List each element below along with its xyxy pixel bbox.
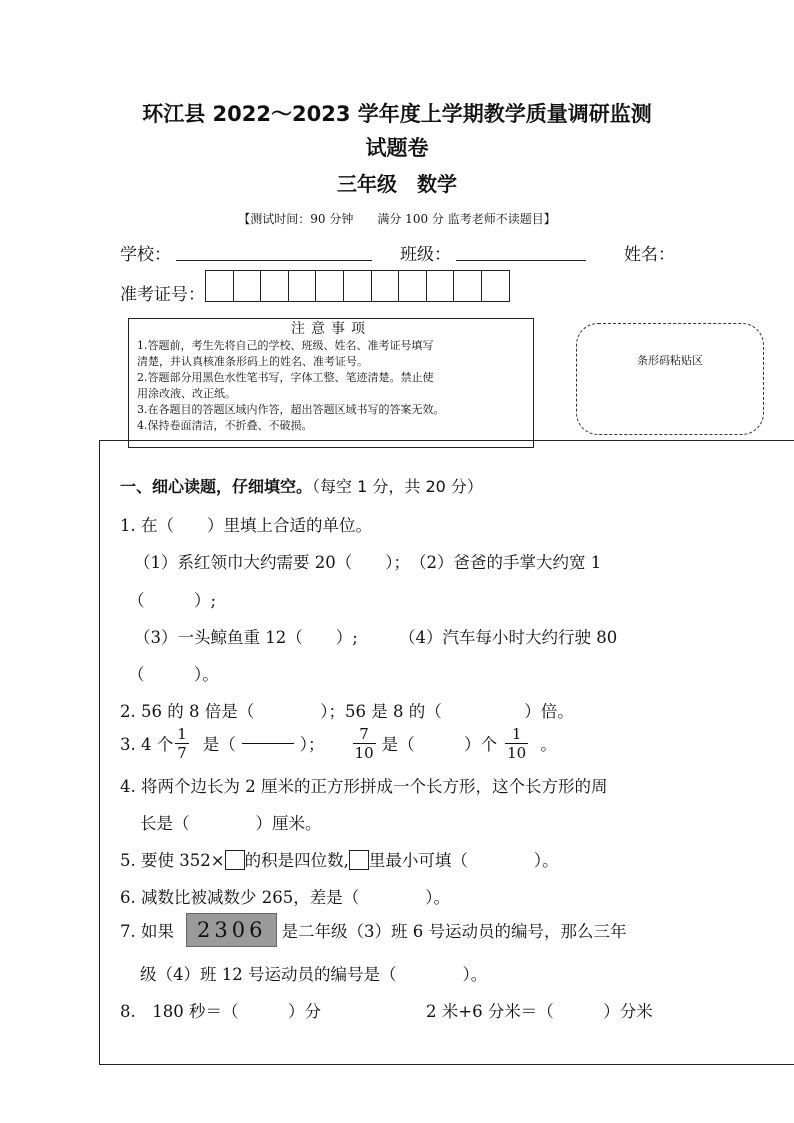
exam-number-cell[interactable] [260, 270, 289, 302]
school-field[interactable] [176, 259, 372, 261]
q7-text: 是二年级（3）班 6 号运动员的编号，那么三年 [281, 922, 627, 941]
q3-end: 。 [540, 735, 557, 754]
notice-box [128, 318, 534, 448]
q5-prefix: 5. 要使 352× [120, 851, 225, 870]
fraction-numerator: 1 [177, 724, 187, 743]
exam-number-cell[interactable] [315, 270, 344, 302]
fraction-7-10 [353, 725, 376, 762]
question-4-line-2: 长是（ ）厘米。 [140, 814, 322, 833]
answer-blank-line[interactable] [242, 743, 294, 744]
q3-text-3: 是（ ）个 [381, 735, 498, 754]
notice-line: 2.答题部分用黑色水性笔书写，字体工整、笔迹清楚。禁止使 [137, 371, 434, 384]
q7-prefix: 7. 如果 [120, 922, 174, 941]
answer-square[interactable] [349, 850, 369, 870]
question-1-line-4: （ ）。 [128, 665, 219, 684]
exam-number-cell[interactable] [398, 270, 427, 302]
section-1-heading [120, 474, 483, 497]
fraction-numerator: 1 [505, 725, 528, 744]
exam-number-cell[interactable] [205, 270, 234, 302]
q3-prefix: 3. 4 个 [120, 735, 174, 754]
notice-line: 4.保持卷面清洁，不折叠、不破损。 [137, 419, 313, 432]
q5-end: 里最小可填（ ）。 [368, 851, 559, 870]
name-label: 姓名： [624, 245, 675, 265]
exam-number-cell[interactable] [481, 270, 510, 302]
question-5 [120, 847, 559, 871]
question-1-line-1: （1）系红领巾大约需要 20（ ）； （2）爸爸的手掌大约宽 1 [134, 553, 602, 572]
fraction-1-7 [175, 725, 189, 762]
question-6: 6. 减数比被减数少 265，差是（ ）。 [120, 888, 450, 907]
notice-line: 3.在各题目的答题区域内作答，超出答题区域书写的答案无效。 [137, 403, 445, 416]
question-1-line-2: （ ）; [128, 591, 217, 610]
notice-line: 1.答题前，考生先将自己的学校、班级、姓名、准考证号填写 [137, 339, 434, 352]
question-3 [120, 718, 557, 768]
athlete-number-card: 2306 [186, 913, 277, 947]
q3-text-1: 是（ [202, 735, 236, 754]
exam-subtitle: 试题卷 [365, 136, 429, 160]
fraction-denominator: 10 [507, 743, 527, 762]
exam-info: 【测试时间：90 分钟 满分 100 分 监考老师不读题目】 [238, 212, 556, 226]
question-1-line-3: （3）一头鲸鱼重 12（ ）; （4）汽车每小时大约行驶 80 [134, 628, 618, 647]
question-7 [120, 907, 626, 953]
fraction-denominator: 10 [354, 743, 374, 762]
exam-number-cell[interactable] [426, 270, 455, 302]
exam-number-cell[interactable] [371, 270, 400, 302]
question-8-part-2: 2 米+6 分米＝（ ）分米 [426, 1002, 653, 1021]
section-1-note: （每空 1 分，共 20 分） [312, 477, 483, 496]
fraction-1-10 [505, 725, 528, 762]
notice-line: 用涂改液、改正纸。 [137, 387, 236, 400]
fraction-denominator: 7 [177, 743, 187, 762]
question-1: 1. 在（ ）里填上合适的单位。 [120, 516, 372, 535]
exam-number-cell[interactable] [343, 270, 372, 302]
question-2: 2. 56 的 8 倍是（ ）；56 是 8 的（ ）倍。 [120, 702, 574, 721]
question-7-line-2: 级（4）班 12 号运动员的编号是（ ）。 [140, 965, 488, 984]
fraction-numerator: 7 [353, 725, 376, 744]
q3-text-2: ）； [299, 735, 325, 754]
grade-subject: 三年级 数学 [337, 172, 457, 196]
q5-middle: 的积是四位数, [244, 851, 349, 870]
question-8-part-1: 8. 180 秒＝（ ）分 [120, 1002, 321, 1021]
notice-title: 注意事项 [291, 321, 371, 337]
school-label: 学校： [120, 245, 171, 265]
answer-square[interactable] [225, 850, 245, 870]
exam-number-cell[interactable] [453, 270, 482, 302]
class-field[interactable] [456, 259, 586, 261]
exam-number-boxes[interactable] [206, 270, 510, 302]
question-4-line-1: 4. 将两个边长为 2 厘米的正方形拼成一个长方形，这个长方形的周 [120, 777, 608, 796]
class-label: 班级： [400, 245, 451, 265]
exam-number-cell[interactable] [288, 270, 317, 302]
exam-title: 环江县 2022～2023 学年度上学期教学质量调研监测 [142, 102, 652, 126]
section-1-title: 一、细心读题，仔细填空。 [120, 477, 313, 496]
exam-number-cell[interactable] [233, 270, 262, 302]
notice-line: 清楚，并认真核准条形码上的姓名、准考证号。 [137, 355, 368, 368]
barcode-label: 条形码粘贴区 [637, 354, 703, 367]
exam-number-label: 准考证号： [120, 285, 205, 305]
barcode-area [576, 323, 764, 435]
